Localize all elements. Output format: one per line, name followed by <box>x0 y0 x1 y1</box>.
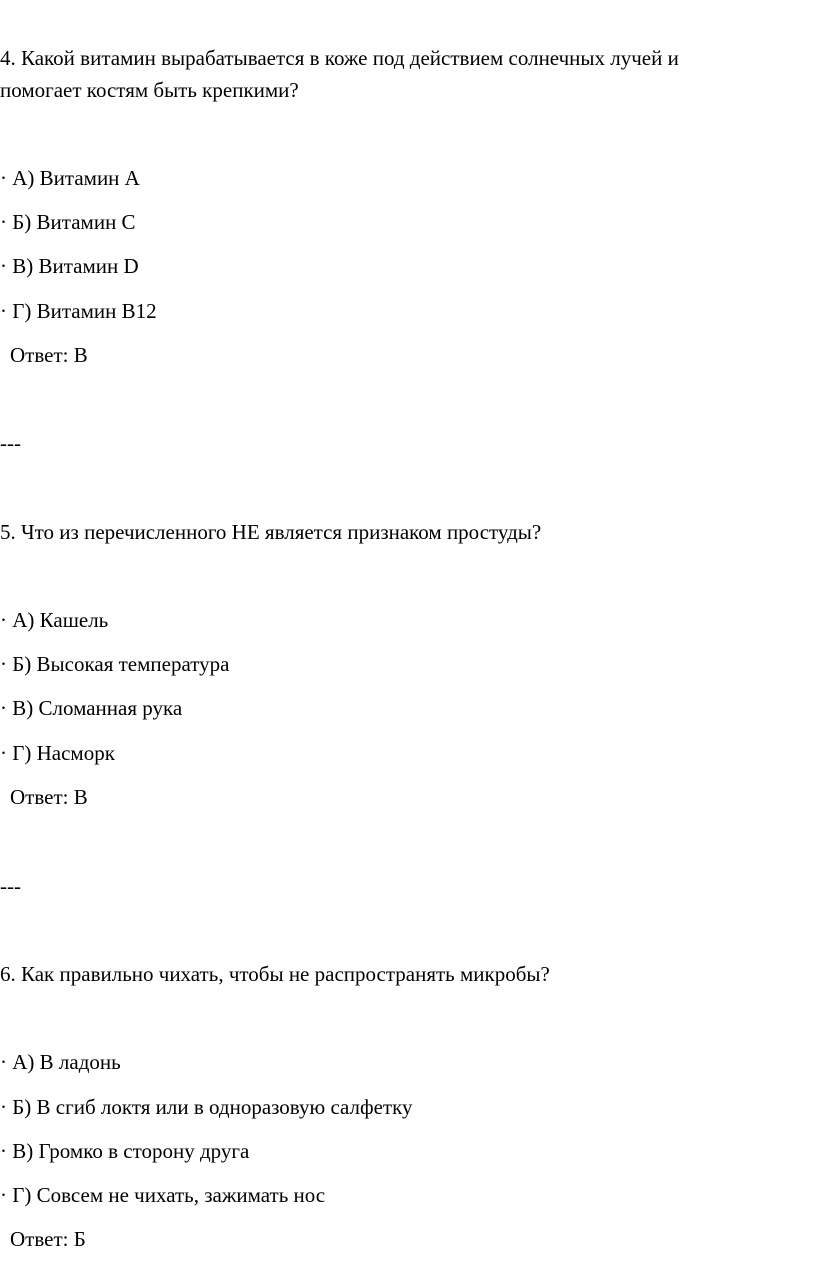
separator-1: --- <box>0 431 21 455</box>
question-6-answer: Ответ: Б <box>10 1227 86 1251</box>
question-4-text-line-1: 4. Какой витамин вырабатывается в коже под действием солнечных лучей и <box>0 46 679 70</box>
question-6-text: 6. Как правильно чихать, чтобы не распространять микробы? <box>0 962 550 986</box>
question-6-option-d: · Г) Совсем не чихать, зажимать нос <box>0 1183 326 1207</box>
question-5-option-a: · А) Кашель <box>0 608 109 632</box>
question-6-option-b: · Б) В сгиб локтя или в одноразовую салфетку <box>0 1095 413 1119</box>
question-4-option-d: · Г) Витамин B12 <box>0 299 157 323</box>
question-4-answer: Ответ: В <box>10 343 88 367</box>
question-4-option-a: · А) Витамин А <box>0 166 140 190</box>
question-6-option-a: · А) В ладонь <box>0 1050 121 1074</box>
question-4-option-b: · Б) Витамин С <box>0 210 136 234</box>
question-5-option-c: · В) Сломанная рука <box>0 696 183 720</box>
question-4-option-c: · В) Витамин D <box>0 254 139 278</box>
question-5-answer: Ответ: В <box>10 785 88 809</box>
question-6-option-c: · В) Громко в сторону друга <box>0 1139 250 1163</box>
question-5-text: 5. Что из перечисленного НЕ является признаком простуды? <box>0 520 542 544</box>
question-4-text-line-2: помогает костям быть крепкими? <box>0 78 299 102</box>
separator-2: --- <box>0 874 21 898</box>
question-5-option-b: · Б) Высокая температура <box>0 652 230 676</box>
question-5-option-d: · Г) Насморк <box>0 741 115 765</box>
